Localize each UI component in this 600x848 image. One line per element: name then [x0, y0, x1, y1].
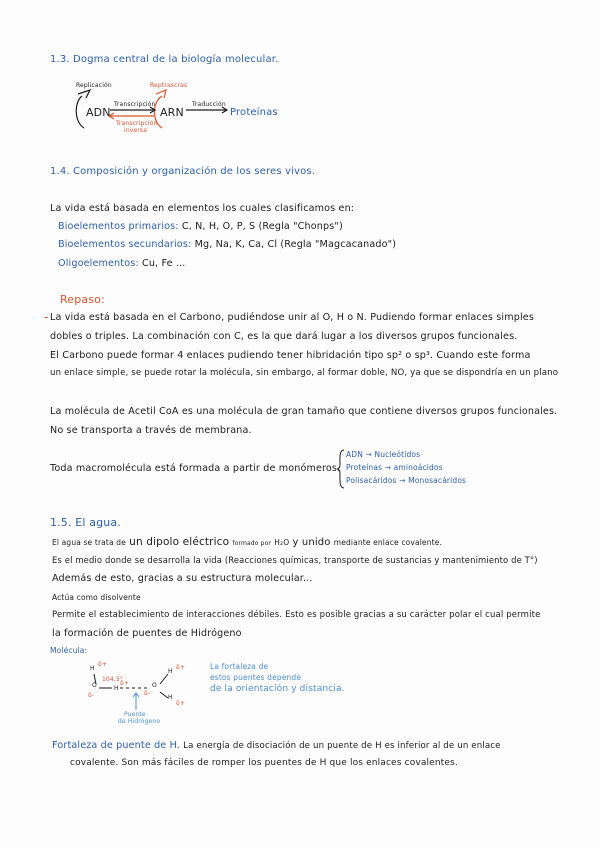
repaso-marker: - — [44, 310, 49, 324]
note-line-2: estos puentes depende — [210, 673, 302, 682]
fortaleza-line-1 — [52, 740, 501, 751]
bioelementos-secundarios — [58, 239, 396, 250]
puente-label-2: de Hidrógeno — [118, 718, 161, 725]
agua-line-1b: un dipolo eléctrico — [129, 536, 230, 548]
fortaleza-label: Fortaleza de puente de H. — [52, 740, 180, 751]
mol-dplus3: δ+ — [176, 664, 185, 671]
mol-h2: H — [114, 685, 119, 692]
transcripcion-label: Transcripción — [114, 101, 156, 108]
molecula-label: Molécula: — [50, 646, 88, 655]
mol-dplus4: δ+ — [176, 700, 185, 707]
mol-o1: O — [92, 682, 97, 689]
agua-line-3: Además de esto, gracias a su estructura molecular... — [52, 573, 313, 584]
macro-text: Toda macromolécula está formada a partir de monómeros. — [50, 463, 341, 474]
mol-h1: H — [90, 665, 95, 672]
bio1-label: Bioelementos primarios: — [58, 221, 179, 232]
oligo-label: Oligoelementos: — [58, 258, 139, 269]
agua-line-2: Es el medio donde se desarrolla la vida (Reacciones químicas, transporte de sustancias y mantenimiento de T°) — [52, 555, 538, 565]
agua-line-1 — [52, 536, 442, 548]
bio2-label: Bioelementos secundarios: — [58, 239, 192, 250]
fortaleza-text-1: La energía de disociación de un puente de H es inferior al de un enlace — [183, 741, 501, 751]
mol-dminus1: δ- — [88, 692, 95, 699]
agua-line-1c: formado por — [232, 540, 272, 547]
oligoelementos — [58, 258, 185, 269]
mol-dplus2: δ+ — [120, 680, 129, 687]
agua-line-1f: mediante enlace covalente. — [333, 538, 442, 547]
macro-item-1: ADN → Nucleótidos — [346, 450, 421, 459]
bio2-text: Mg, Na, K, Ca, Cl (Regla "Magcacanado") — [194, 239, 397, 250]
mol-h4: H — [168, 694, 173, 701]
agua-line-1a: El agua se trata de — [52, 538, 126, 547]
repaso-title: Repaso: — [60, 293, 105, 306]
agua-line-5: Permite el establecimiento de interacciones débiles. Esto es posible gracias a su carácter polar el cual permite — [52, 610, 541, 620]
proteinas-node: Proteínas — [230, 107, 278, 118]
macro-item-3: Polisacáridos → Monosacáridos — [346, 476, 467, 485]
puente-label-1: Puente — [124, 711, 146, 718]
mol-h3: H — [168, 668, 173, 675]
macro-brace — [336, 449, 346, 489]
section-1-5-title: 1.5. El agua. — [50, 516, 121, 529]
mol-dplus1: δ+ — [98, 661, 107, 668]
acetil-line-2: No se transporta a través de membrana. — [50, 425, 252, 436]
section-1-3-title: 1.3. Dogma central de la biología molecular. — [50, 54, 279, 65]
repaso-line-2: dobles o triples. La combinación con C, es la que dará lugar a los diversos grupos funcionales. — [50, 331, 518, 342]
macro-item-2: Proteínas → aminoácidos — [346, 463, 443, 472]
traduccion-label: Traducción — [192, 101, 226, 108]
adn-node: ADN — [86, 106, 111, 119]
agua-line-4: Actúa como disolvente — [52, 593, 141, 602]
agua-line-1d: H₂O — [274, 538, 290, 547]
agua-line-1e: y unido — [292, 537, 331, 548]
repaso-line-1: La vida está basada en el Carbono, pudiéndose unir al O, H o N. Pudiendo formar enlaces simples — [50, 312, 534, 323]
bio1-text: C, N, H, O, P, S (Regla "Chonps") — [181, 221, 343, 232]
mol-o2: O — [152, 682, 157, 689]
section-1-4-title: 1.4. Composición y organización de los seres vivos. — [50, 166, 316, 177]
s14-intro: La vida está basada en elementos los cuales clasificamos en: — [50, 203, 355, 214]
repaso-line-3: El Carbono puede formar 4 enlaces pudiendo tener hibridación tipo sp² o sp³. Cuando este forma — [50, 350, 531, 361]
note-line-3: de la orientación y distancia. — [210, 684, 345, 694]
fortaleza-line-2: covalente. Son más fáciles de romper los puentes de H que los enlaces covalentes. — [70, 758, 458, 768]
mol-dminus2: δ- — [144, 690, 151, 697]
reptrans-label: Reptrascras — [150, 82, 188, 89]
acetil-line-1: La molécula de Acetil CoA es una molécula de gran tamaño que contiene diversos grupos funcionales. — [50, 406, 558, 417]
arn-node: ARN — [160, 106, 184, 119]
trans-inversa-label-1: Transcripción — [116, 120, 158, 127]
agua-line-6: la formación de puentes de Hidrógeno — [52, 628, 242, 639]
replicacion-label: Replicación — [76, 82, 112, 89]
trans-inversa-label-2: inversa — [124, 127, 148, 134]
note-line-1: La fortaleza de — [210, 662, 269, 671]
oligo-text: Cu, Fe ... — [141, 258, 186, 269]
bioelementos-primarios — [58, 221, 343, 232]
mol-angle: 104,5° — [102, 676, 124, 683]
repaso-line-4: un enlace simple, se puede rotar la molécula, sin embargo, al formar doble, NO, ya que se dispondría en un plano — [50, 368, 559, 378]
